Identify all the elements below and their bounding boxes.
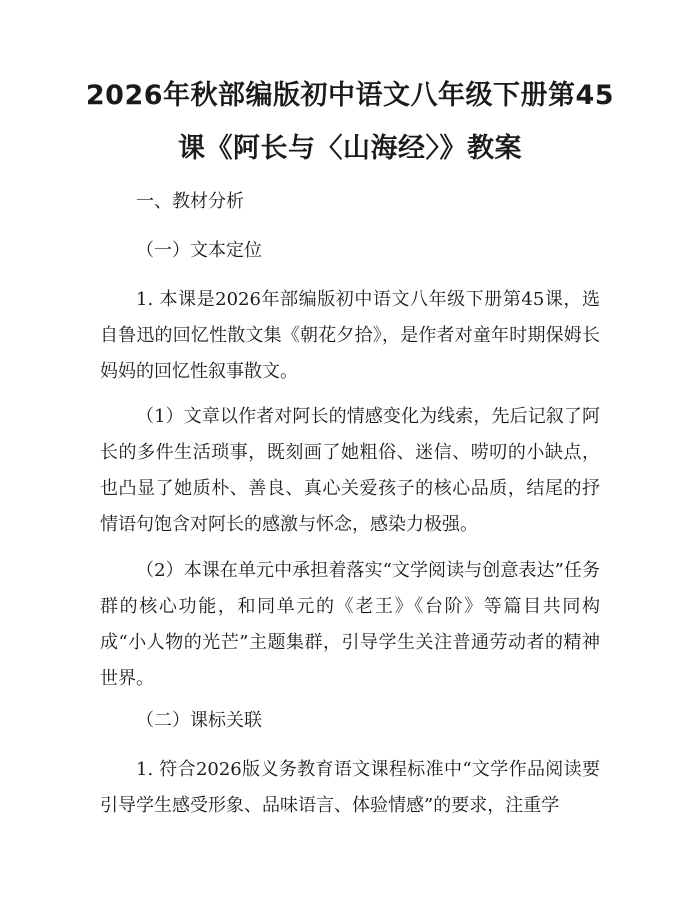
subsection-heading-text-positioning: （一）文本定位 — [136, 240, 262, 261]
paragraph-2: （1）文章以作者对阿长的情感变化为线索，先后记叙了阿长的多件生活琐事，既刻画了她粗俗、迷信、唠叨的小缺点，也凸显了她质朴、善良、真心关爱孩子的核心品质，结尾的抒情语句饱含对阿长的感激与怀念，感染力极强。 — [100, 406, 600, 535]
paragraph-4: 1. 符合2026版义务教育语文课程标准中“文学作品阅读要引导学生感受形象、品味语言、体验情感”的要求，注重学 — [100, 759, 600, 816]
section-heading-teaching-material-analysis: 一、教材分析 — [136, 191, 244, 212]
paragraph-1: 1. 本课是2026年部编版初中语文八年级下册第45课，选自鲁迅的回忆性散文集《朝花夕拾》，是作者对童年时期保姆长妈妈的回忆性叙事散文。 — [100, 289, 600, 382]
document-title-line-1: 2026年秋部编版初中语文八年级下册第45 — [85, 80, 615, 111]
document-title-line-2: 课《阿长与〈山海经〉》教案 — [178, 133, 522, 164]
paragraph-3: （2）本课在单元中承担着落实“文学阅读与创意表达”任务群的核心功能，和同单元的《老王》《台阶》等篇目共同构成“小人物的光芒”主题集群，引导学生关注普通劳动者的精神世界。 — [100, 560, 600, 689]
subsection-heading-curriculum-standard: （二）课标关联 — [136, 710, 262, 731]
